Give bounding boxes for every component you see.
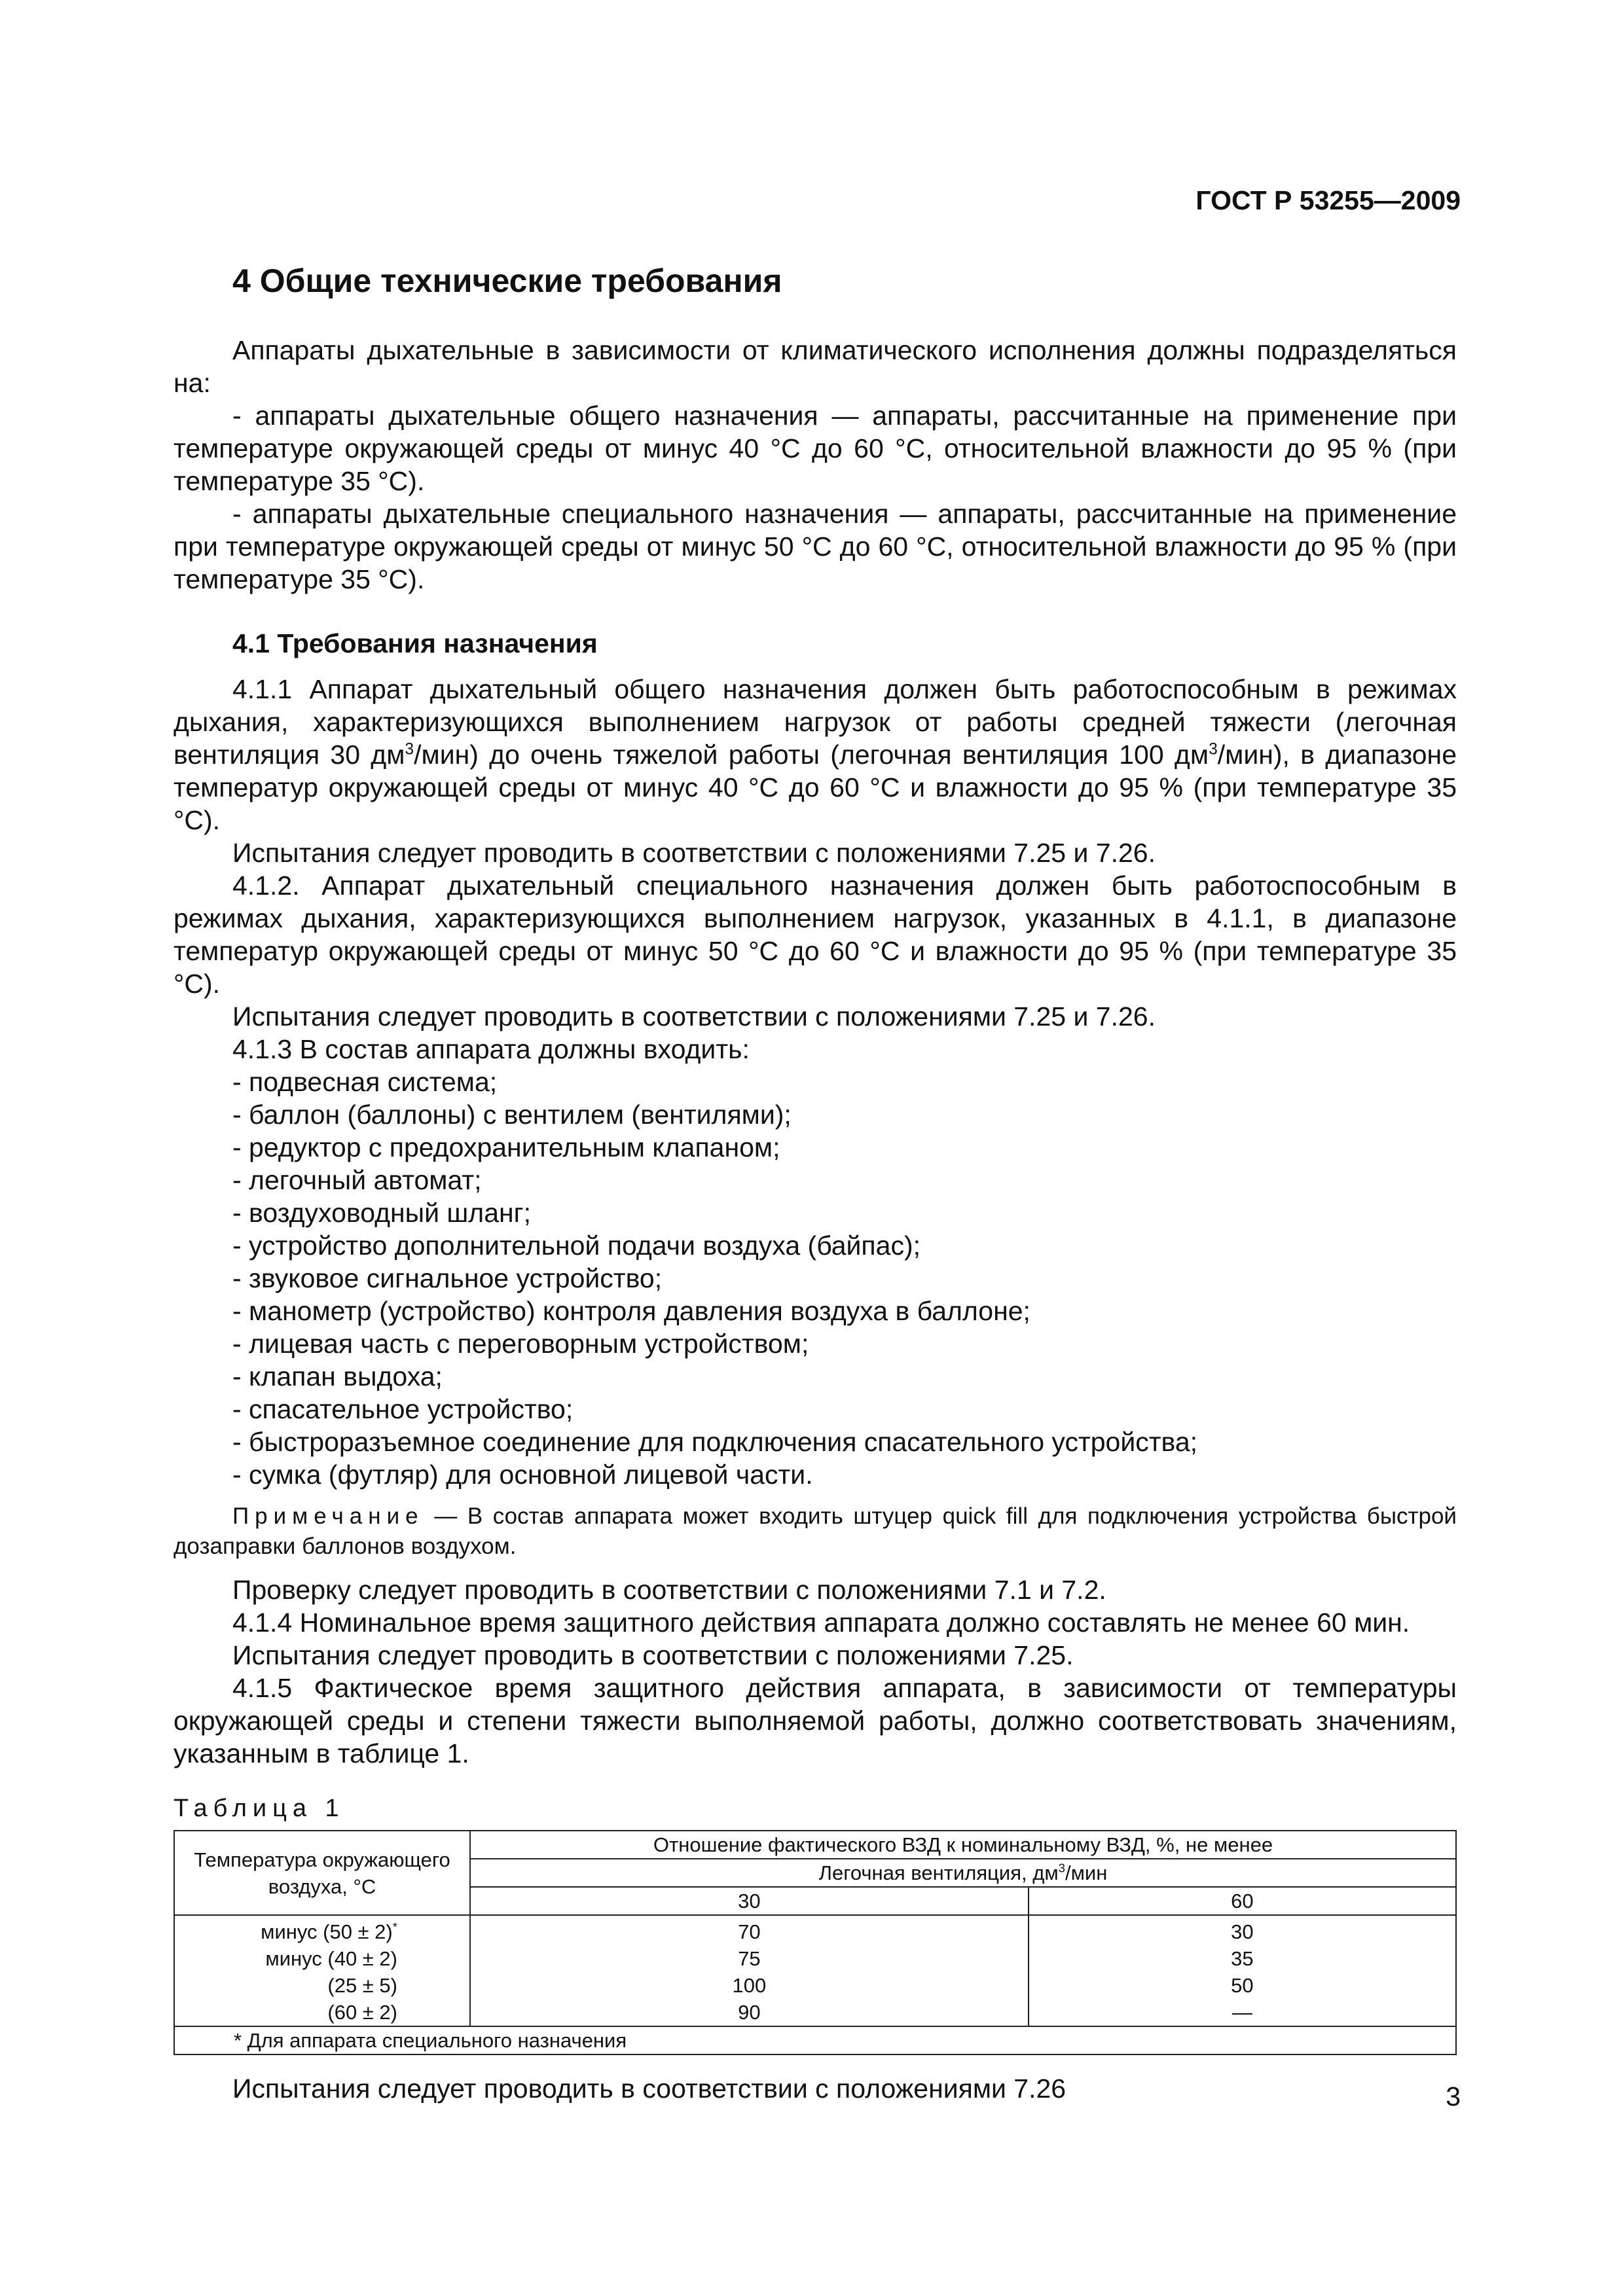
- intro-paragraph: Аппараты дыхательные в зависимости от климатического исполнения должны подразделяться на:: [173, 335, 1457, 398]
- section-title: 4 Общие технические требования: [232, 262, 782, 299]
- table-cell: (25 ± 5): [327, 1974, 397, 1997]
- table-cell: 90: [738, 2001, 761, 2024]
- table-header-ventilation: Легочная вентиляция, $дм^3$/мин: [470, 1859, 1456, 1887]
- table-1: [173, 1830, 1457, 2055]
- list-item: - лицевая часть с переговорным устройством;: [232, 1329, 809, 1359]
- table-cell: минус (40 ± 2): [265, 1947, 397, 1970]
- intro-special-purpose: - аппараты дыхательные специального назначения — аппараты, рассчитанные на применение при температуре окружающей среды от минус 50 °С до 60 °С, относительной влажности до 95 % (при температуре 35 °С).: [173, 499, 1457, 594]
- test-reference-3: Испытания следует проводить в соответствии с положениями 7.25.: [232, 1640, 1074, 1670]
- table-label: Таблица 1: [173, 1795, 345, 1822]
- table-header-temperature: Температура окружающего воздуха, °С: [174, 1831, 470, 1915]
- table-cell: 35: [1231, 1947, 1254, 1970]
- list-item: - сумка (футляр) для основной лицевой части.: [232, 1460, 813, 1490]
- list-item: - клапан выдоха;: [232, 1361, 443, 1391]
- table-cell: 100: [732, 1974, 767, 1997]
- test-reference-2: Испытания следует проводить в соответствии с положениями 7.25 и 7.26.: [232, 1001, 1156, 1031]
- note-label: Примечание: [232, 1503, 424, 1529]
- test-reference-1: Испытания следует проводить в соответствии с положениями 7.25 и 7.26.: [232, 838, 1156, 868]
- closing-test-reference: Испытания следует проводить в соответствии с положениями 7.26: [232, 2073, 1067, 2104]
- list-item: - баллон (баллоны) с вентилем (вентилями);: [232, 1100, 792, 1130]
- clause-4-1-4: 4.1.4 Номинальное время защитного действия аппарата должно составлять не менее 60 мин.: [232, 1607, 1410, 1638]
- list-item: - манометр (устройство) контроля давления воздуха в баллоне;: [232, 1296, 1030, 1326]
- clause-4-1-5: 4.1.5 Фактическое время защитного действия аппарата, в зависимости от температуры окружающей среды и степени тяжести выполняемой работы, должно соответствовать значениям, указанным в таблице 1.: [173, 1673, 1457, 1768]
- table-cell: 75: [738, 1947, 761, 1970]
- table-cell: 70: [738, 1920, 761, 1943]
- document-body: [173, 334, 1457, 2105]
- clause-4-1-1: 4.1.1 Аппарат дыхательный общего назначения должен быть работоспособным в режимах дыхания, характеризующихся выполнением нагрузок от работы средней тяжести (легочная вентиляция 30 $дм^3/мин$) до очень тяжелой работы (легочная вентиляция 100 $дм^3/мин$), в диапазоне температур окружающей среды от минус 40 °С до 60 °С и влажности до 95 % (при температуре 35 °С).: [173, 674, 1457, 835]
- note: [173, 1501, 1457, 1562]
- table-header-30: 30: [470, 1887, 1029, 1915]
- check-reference: Проверку следует проводить в соответствии с положениями 7.1 и 7.2.: [232, 1575, 1106, 1605]
- table-cell: —: [1231, 2001, 1252, 2024]
- table-col-temperature: [174, 1915, 470, 2026]
- table-col-30: [470, 1915, 1029, 2026]
- page-number: 3: [1446, 2081, 1461, 2111]
- table-col-60: [1029, 1915, 1456, 2026]
- table-cell: минус (50 ± 2)*: [261, 1920, 397, 1943]
- table-cell: 30: [1231, 1920, 1254, 1943]
- table-cell: (60 ± 2): [327, 2001, 397, 2024]
- list-item: - звуковое сигнальное устройство;: [232, 1263, 663, 1293]
- list-item: - подвесная система;: [232, 1067, 498, 1097]
- table-footnote: * Для аппарата специального назначения: [174, 2026, 1456, 2054]
- table-header-ratio: Отношение фактического ВЗД к номинальному ВЗД, %, не менее: [470, 1831, 1456, 1859]
- list-item: - быстроразъемное соединение для подключения спасательного устройства;: [232, 1427, 1198, 1457]
- list-item: - воздуховодный шланг;: [232, 1198, 532, 1228]
- list-item: - устройство дополнительной подачи воздуха (байпас);: [232, 1230, 921, 1261]
- clause-4-1-2: 4.1.2. Аппарат дыхательный специального назначения должен быть работоспособным в режимах дыхания, характеризующихся выполнением нагрузок, указанных в 4.1.1, в диапазоне температур окружающей среды от минус 50 °С до 60 °С и влажности до 95 % (при температуре 35 °С).: [173, 870, 1457, 999]
- list-item: - легочный автомат;: [232, 1165, 482, 1195]
- components-list: [173, 1066, 1457, 1491]
- list-item: - спасательное устройство;: [232, 1394, 574, 1424]
- table-cell: 50: [1231, 1974, 1254, 1997]
- table-header-60: 60: [1029, 1887, 1456, 1915]
- intro-general-purpose: - аппараты дыхательные общего назначения — аппараты, рассчитанные на применение при температуре окружающей среды от минус 40 °С до 60 °С, относительной влажности до 95 % (при температуре 35 °С).: [173, 401, 1457, 496]
- subsection-title: 4.1 Требования назначения: [232, 628, 598, 658]
- note-text: — В состав аппарата может входить штуцер quick fill для подключения устройства быстрой дозаправки баллонов воздухом.: [173, 1503, 1457, 1559]
- list-item: - редуктор с предохранительным клапаном;: [232, 1132, 780, 1162]
- standard-code: ГОСТ Р 53255—2009: [1195, 185, 1461, 215]
- clause-4-1-3: 4.1.3 В состав аппарата должны входить:: [232, 1034, 750, 1064]
